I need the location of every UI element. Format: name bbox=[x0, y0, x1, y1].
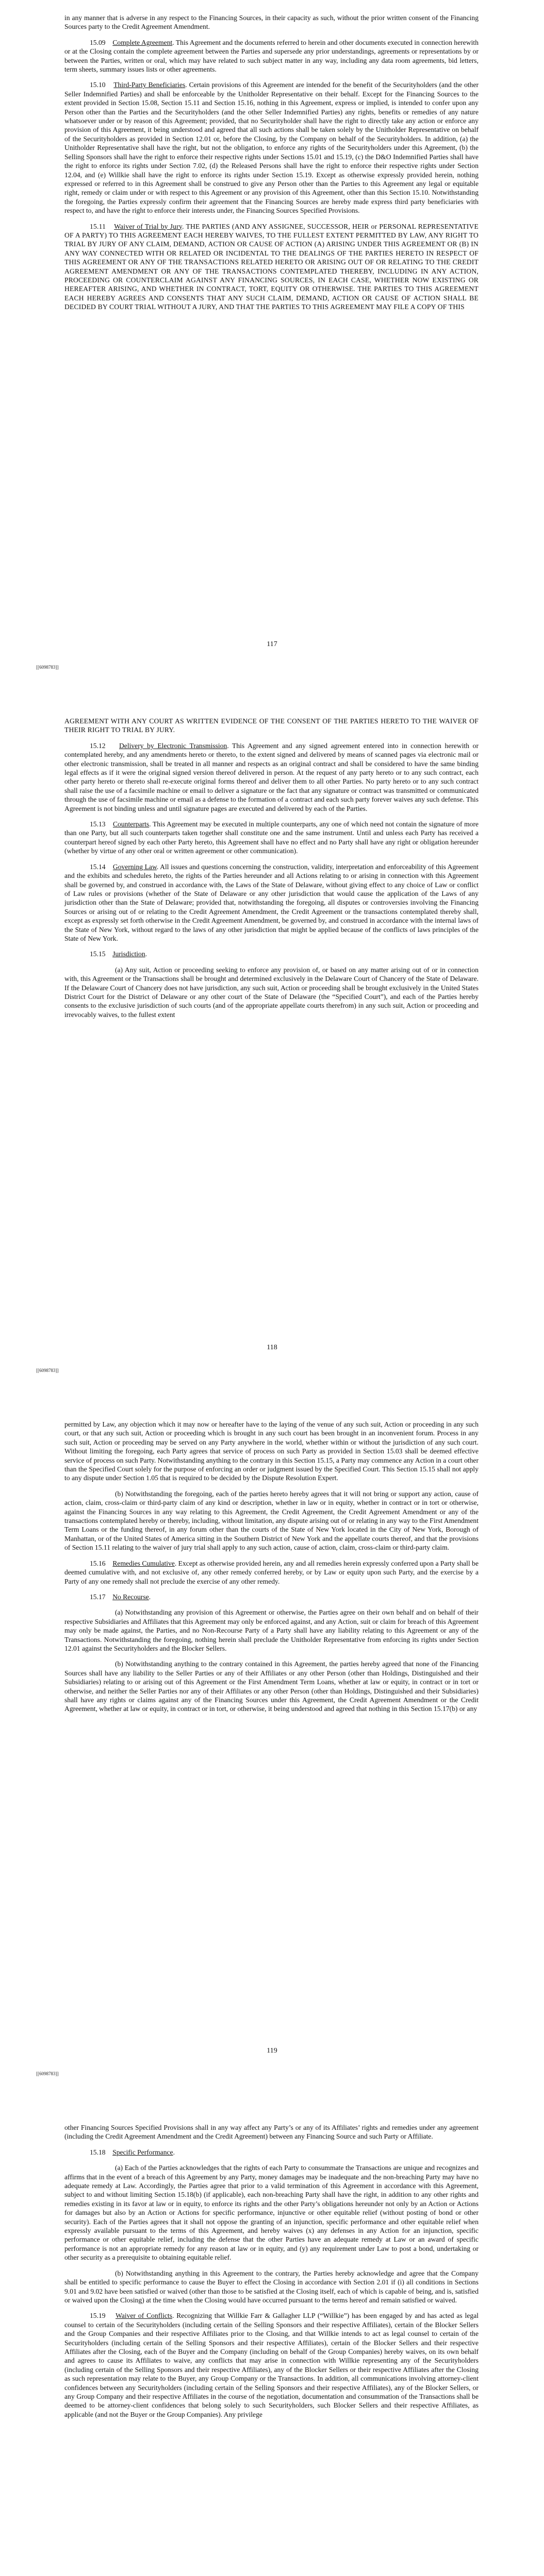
section-text: . THE PARTIES (AND ANY ASSIGNEE, SUCCESSOR, HEIR or PERSONAL REPRESENTATIVE OF A PARTY) TO THIS AGREEMENT EACH HEREBY WAIVES, TO THE FULLEST EXTENT PERMITTED BY LAW, ANY RIGHT TO TRIAL BY JURY OF ANY CLAIM, DEMAND, ACTION OR CAUSE OF ACTION (A) ARISING UNDER THIS AGREEMENT OR (B) IN ANY WAY CONNECTED WITH OR RELATED OR INCIDENTAL TO THE DEALINGS OF THE PARTIES HERETO IN RESPECT OF THIS AGREEMENT OR ANY OF THE TRANSACTIONS RELATED HERETO OR ARISING OUT OF OR RELATING TO THE CREDIT AGREEMENT AMENDMENT OR ANY OF THE TRANSACTIONS CONTEMPLATED THEREBY, INCLUDING IN ANY ACTION, PROCEEDING OR COUNTERCLAIM AGAINST ANY FINANCING SOURCES, IN EACH CASE, WHETHER NOW EXISTING OR HEREAFTER ARISING, AND WHETHER IN CONTRACT, TORT, EQUITY OR OTHERWISE. THE PARTIES TO THIS AGREEMENT EACH HEREBY AGREES AND CONSENTS THAT ANY SUCH CLAIM, DEMAND, ACTION OR CAUSE OF ACTION SHALL BE DECIDED BY COURT TRIAL WITHOUT A JURY, AND THAT THE PARTIES TO THIS AGREEMENT MAY FILE A COPY OF THIS bbox=[64, 222, 479, 311]
section-15-17-heading bbox=[64, 1592, 479, 1601]
section-text: . bbox=[149, 1592, 151, 1601]
subsection-15-15-a: (a) Any suit, Action or proceeding seeking to enforce any provision of, or based on any matter arising out of or in connection with, this Agreement or the Transactions shall be brought and determined exclusively in the Delaware Court of Chancery of the State of Delaware. If the Delaware Court of Chancery does not have jurisdiction, any such suit, Action or proceeding shall be brought exclusively in the United States District Court for the District of Delaware or any other court of the State of Delaware (the “Specified Court”), and each of the Parties hereby consents to the exclusive jurisdiction of such courts (and of the appropriate appellate courts therefrom) in any such suit, Action or proceeding and irrevocably waives, to the fullest extent bbox=[64, 965, 479, 1019]
section-15-19 bbox=[64, 2311, 479, 2419]
section-15-11 bbox=[64, 222, 479, 312]
section-title: Waiver of Trial by Jury bbox=[114, 222, 183, 230]
section-title: Waiver of Conflicts bbox=[116, 2312, 172, 2320]
section-15-18-heading bbox=[64, 2148, 479, 2157]
section-text: . All issues and questions concerning the construction, validity, interpretation and enforceability of this Agreement and the exhibits and schedules hereto, the rights of the Parties hereunder and all Actions relating to or arising in connection with this Agreement shall be governed by, and construed in accordance with, the Laws of the State of Delaware, without giving effect to any choice of Law or conflict of Law rules or provisions (whether of the State of Delaware or any other jurisdiction that would cause the application of the Laws of any jurisdiction other than the State of Delaware; provided that, notwithstanding the foregoing, all disputes or controversies involving the Financing Sources or arising out of or relating to the Credit Agreement Amendment, the Credit Agreement or the transactions contemplated thereby shall, except as expressly set forth otherwise in the Credit Agreement Amendment, be governed by, and construed in accordance with the internal laws of the State of New York, without regard to the laws of any other jurisdiction that might be applied because of the conflicts of laws principles of the State of New York. bbox=[64, 862, 479, 942]
section-text: . bbox=[145, 950, 147, 958]
section-number: 15.14 bbox=[90, 862, 106, 871]
carryover-paragraph: permitted by Law, any objection which it may now or hereafter have to the laying of the venue of any such suit, Action or proceeding in any such court, or that any such suit, Action or proceeding which is brought in any such court has been brought in an inconvenient forum. Process in any such suit, Action or proceeding may be served on any Party anywhere in the world, whether within or without the jurisdiction of any such court. Without limiting the foregoing, each Party agrees that service of process on such Party as provided in Section 15.03 shall be deemed effective service of process on such Party. Notwithstanding anything to the contrary in this Section 15.15, a Party may commence any Action in a court other than the Specified Court solely for the purpose of enforcing an order or judgment issued by the Specified Court. This Section 15.15 shall not apply to any dispute under Section 1.05 that is required to be decided by the Dispute Resolution Expert. bbox=[64, 1420, 479, 1482]
section-15-12 bbox=[64, 741, 479, 813]
section-title: Specific Performance bbox=[112, 2148, 173, 2156]
page-117 bbox=[0, 0, 544, 703]
section-text: . This Agreement and the documents referred to herein and other documents executed in connection herewith or at the Closing contain the complete agreement between the Parties and supersede any prior understandings, agreements or representations by or between the Parties, written or oral, which may have related to such subject matter in any way, including any data room agreements, bid letters, term sheets, summary issues lists or other agreements. bbox=[64, 38, 479, 74]
section-number: 15.13 bbox=[90, 820, 106, 828]
page-body bbox=[64, 2123, 479, 2426]
section-number: 15.12 bbox=[90, 741, 106, 750]
section-title: Complete Agreement bbox=[112, 38, 173, 46]
section-number: 15.16 bbox=[90, 1559, 106, 1567]
section-title: No Recourse bbox=[112, 1592, 149, 1601]
subsection-15-18-a: (a) Each of the Parties acknowledges that the rights of each Party to consummate the Transactions are unique and recognizes and affirms that in the event of a breach of this Agreement by any Party, money damages may be inadequate and the non-breaching Party may have no adequate remedy at Law. Accordingly, the Parties agree that prior to a valid termination of this Agreement in accordance with this Agreement, subject to and without limiting Section 15.18(b) (if applicable), each non-breaching Party shall have the right, in addition to any other rights and remedies existing in its favor at law or in equity, to enforce its rights and the other Party’s obligations hereunder not only by an Action or Actions for damages but also by an Action or Actions for specific performance, injunctive or other equitable relief (without posting of bond or other security). Each of the Parties agrees that it shall not oppose the granting of an injunction, specific performance and other equitable relief when expressly available pursuant to the terms of this Agreement, and hereby waives (x) any defenses in any Action for an injunction, specific performance or other equitable relief, including the defense that the other Parties have an adequate remedy at Law or an award of specific performance is not an appropriate remedy for any reason at law or in equity, and (y) any requirement under Law to post a bond, undertaking or other security as a prerequisite to obtaining equitable relief. bbox=[64, 2164, 479, 2262]
section-number: 15.09 bbox=[90, 38, 106, 46]
page-number: 119 bbox=[267, 2047, 277, 2055]
page-number: 118 bbox=[267, 1344, 277, 1351]
section-title: Governing Law bbox=[112, 862, 157, 871]
section-number: 15.17 bbox=[90, 1592, 106, 1601]
section-title: Remedies Cumulative bbox=[112, 1559, 175, 1567]
carryover-paragraph: AGREEMENT WITH ANY COURT AS WRITTEN EVIDENCE OF THE CONSENT OF THE PARTIES HERETO TO THE WAIVER OF THEIR RIGHT TO TRIAL BY JURY. bbox=[64, 717, 479, 734]
section-15-13 bbox=[64, 820, 479, 856]
section-number: 15.19 bbox=[90, 2312, 106, 2320]
subsection-15-17-b: (b) Notwithstanding anything to the contrary contained in this Agreement, the parties hereby agreed that none of the Financing Sources shall have any liability to the Seller Parties or any of their Affiliates or any other Person (other than Holdings, Distinguished and their Subsidiaries) relating to or arising out of this Agreement or the First Amendment Term Loans, whether at law or equity, in contract or in tort or otherwise, and neither the Seller Parties nor any of their Affiliates or any other Person (other than Holdings, Distinguished and their Subsidiaries) shall have any rights or claims against any of the Financing Sources under this Agreement, the Credit Agreement Amendment or the Credit Agreement, whether at law or equity, in contract or in tort, or otherwise, it being understood and agreed that nothing in this Section 15.17(b) or any bbox=[64, 1660, 479, 1713]
section-text: . Except as otherwise provided herein, any and all remedies herein expressly conferred upon a Party shall be deemed cumulative with, and not exclusive of, any other remedy conferred hereby, or by Law or equity upon such Party, and the exercise by a Party of any one remedy shall not preclude the exercise of any other remedy. bbox=[64, 1559, 479, 1585]
section-title: Counterparts bbox=[112, 820, 150, 828]
section-15-10 bbox=[64, 80, 479, 215]
document-id: [[6098783]] bbox=[36, 1368, 59, 1373]
subsection-15-17-a: (a) Notwithstanding any provision of this Agreement or otherwise, the Parties agree on their own behalf and on behalf of their respective Subsidiaries and Affiliates that this Agreement may only be enforced against, and any Action, suit or claim for breach of this Agreement may only be made against, the Parties, and no Non-Recourse Party of a Party shall have any liability relating to this Agreement or any of the Transactions. Notwithstanding the foregoing, nothing herein shall preclude the Unitholder Representative from enforcing its rights under Section 12.01 against the Securityholders and the Blocker Sellers. bbox=[64, 1608, 479, 1652]
page-body bbox=[64, 13, 479, 318]
section-15-15-heading bbox=[64, 950, 479, 958]
page-119 bbox=[0, 1406, 544, 2110]
section-title: Delivery by Electronic Transmission bbox=[119, 741, 227, 750]
document-id: [[6098783]] bbox=[36, 2071, 59, 2076]
section-text: . Certain provisions of this Agreement are intended for the benefit of the Securityholders (and the other Seller Indemnified Parties) and shall be enforceable by the Unitholder Representative on their behalf. Except for the Financing Sources to the extent provided in Section 15.08, Section 15.11 and Section 15.16, nothing in this Agreement, express or implied, is intended to confer upon any Person other than the Parties and the Securityholders (and the other Seller Indemnified Parties) any rights, benefits or remedies of any nature whatsoever under or by reason of this Agreement; provided, that no Securityholder shall have the right to directly take any action or enforce any provision of this Agreement, it being understood and agreed that all such actions shall be taken solely by the Unitholder Representative on behalf of the Securityholders as provided in Section 12.01 or, before the Closing, by the Company on behalf of the Securityholders. In addition, (a) the Unitholder Representative shall have the right, but not the obligation, to enforce any rights of the Securityholders under this Agreement, (b) the Selling Sponsors shall have the right to enforce their respective rights under Sections 15.01 and 15.19, (c) the D&O Indemnified Parties shall have the right to enforce its rights under Section 7.02, (d) the Released Persons shall have the right to enforce their respective rights under Section 12.04, and (e) Willkie shall have the right to enforce its rights under Section 15.19. Except as otherwise expressly provided herein, nothing expressed or referred to in this Agreement shall be construed to give any Person other than the Parties to this Agreement any legal or equitable right, remedy or claim under or with respect to this Agreement or any provision of this Agreement, other than this Section 15.10. Notwithstanding the foregoing, the Parties expressly confirm their agreement that the Financing Sources are hereby made express third party beneficiaries with respect to, and have the right to enforce their interests under, the Financing Sources Specified Provisions. bbox=[64, 81, 479, 215]
page-body bbox=[64, 717, 479, 1026]
page-118 bbox=[0, 703, 544, 1406]
section-title: Jurisdiction bbox=[112, 950, 145, 958]
section-title: Third-Party Beneficiaries bbox=[113, 81, 186, 89]
subsection-15-15-b: (b) Notwithstanding the foregoing, each of the parties hereto hereby agrees that it will not bring or support any action, cause of action, claim, cross-claim or third-party claim of any kind or description, whether in law or in equity, whether in contract or in tort or otherwise, against the Financing Sources in any way relating to this Agreement, the Credit Agreement, the Credit Agreement Amendment or any of the transactions contemplated hereby or thereby, including, without limitation, any dispute arising out of or relating in any way to the First Amendment Term Loans or the funding thereof, in any forum other than the courts of the State of New York located in the City of New York, Borough of Manhattan, or of the United States of America sitting in the Southern District of New York and the appellate courts thereof, and that the provisions of Section 15.11 relating to the waiver of jury trial shall apply to any such action, cause of action, claim, cross-claim or third-party claim. bbox=[64, 1489, 479, 1552]
section-text: . This Agreement and any signed agreement entered into in connection herewith or contemplated hereby, and any amendments hereto or thereto, to the extent signed and delivered by means of scanned pages via electronic mail or other electronic transmission, shall be treated in all manner and respects as an original contract and shall be considered to have the same binding legal effects as if it were the original signed version thereof delivered in person. At the request of any party hereto or to any such contract, each other party hereto or thereto shall re-execute original forms thereof and deliver them to all other Parties. No party hereto or to any such contract shall raise the use of a facsimile machine or email to deliver a signature or the fact that any signature or contract was transmitted or communicated through the use of facsimile machine or email as a defense to the formation of a contract and each such party forever waives any such defense. This Agreement is not binding unless and until signature pages are executed and delivered by each of the Parties. bbox=[64, 741, 479, 812]
section-number: 15.15 bbox=[90, 950, 106, 958]
page-body bbox=[64, 1420, 479, 1720]
section-text: . bbox=[173, 2148, 175, 2156]
carryover-paragraph: other Financing Sources Specified Provisions shall in any way affect any Party’s or any of its Affiliates’ rights and remedies under any agreement (including the Credit Agreement Amendment and the Credit Agreement) between any Financing Source and such Party or Affiliate. bbox=[64, 2124, 479, 2141]
carryover-paragraph: in any manner that is adverse in any respect to the Financing Sources, in their capacity as such, without the prior written consent of the Financing Sources party to the Credit Agreement Amendment. bbox=[64, 14, 479, 31]
section-15-14 bbox=[64, 862, 479, 943]
subsection-15-18-b: (b) Notwithstanding anything in this Agreement to the contrary, the Parties hereby acknowledge and agree that the Company shall be entitled to specific performance to cause the Buyer to effect the Closing in accordance with Section 2.01 if (i) all conditions in Sections 9.01 and 9.02 have been satisfied or waived (other than those to be satisfied at the Closing itself, each of which is capable of being, and is, satisfied or waived upon the Closing) at the time when the Closing would have occurred pursuant to the terms hereof and remain satisfied or waived. bbox=[64, 2269, 479, 2304]
page-120 bbox=[0, 2110, 544, 2576]
page-number: 117 bbox=[267, 640, 277, 648]
document-id: [[6098783]] bbox=[36, 665, 59, 670]
section-number: 15.10 bbox=[90, 81, 106, 89]
section-15-16 bbox=[64, 1559, 479, 1586]
section-number: 15.11 bbox=[90, 222, 106, 230]
section-15-09 bbox=[64, 38, 479, 74]
section-text: . This Agreement may be executed in multiple counterparts, any one of which need not contain the signature of more than one Party, but all such counterparts taken together shall constitute one and the same instrument. Until and unless each Party has received a counterpart hereof signed by each other Party hereto, this Agreement shall have no effect and no Party shall have any right or obligation hereunder (whether by virtue of any other oral or written agreement or other communication). bbox=[64, 820, 479, 855]
section-text: . Recognizing that Willkie Farr & Gallagher LLP (“Willkie”) has been engaged by and has acted as legal counsel to certain of the Securityholders (including certain of the Selling Sponsors and their respective Affiliates), certain of the Blocker Sellers and the Group Companies and their respective Affiliates prior to the Closing, and that Willkie intends to act as legal counsel to certain of the Securityholders (including certain of the Selling Sponsors and their respective Affiliates), certain of the Blocker Sellers and their respective Affiliates after the Closing, each of the Buyer and the Company (including on behalf of the Group Companies) hereby waives, on its own behalf and agrees to cause its Affiliates to waive, any conflicts that may arise in connection with Willkie representing any of the Securityholders (including certain of the Selling Sponsors and their respective Affiliates), any of the Blocker Sellers or their respective Affiliates after the Closing as such representation may relate to the Buyer, any Group Company or the Transactions. In addition, all communications involving attorney-client confidences between any Securityholders (including certain of the Selling Sponsors and their respective Affiliates), any of the Blocker Sellers, or any Group Company and their respective Affiliates in the course of the negotiation, documentation and consummation of the Transactions shall be deemed to be attorney-client confidences that belong solely to such Securityholders, such Blocker Sellers and their respective Affiliates, as applicable (and not the Buyer or the Group Companies). Any privilege bbox=[64, 2312, 479, 2418]
section-number: 15.18 bbox=[90, 2148, 106, 2156]
